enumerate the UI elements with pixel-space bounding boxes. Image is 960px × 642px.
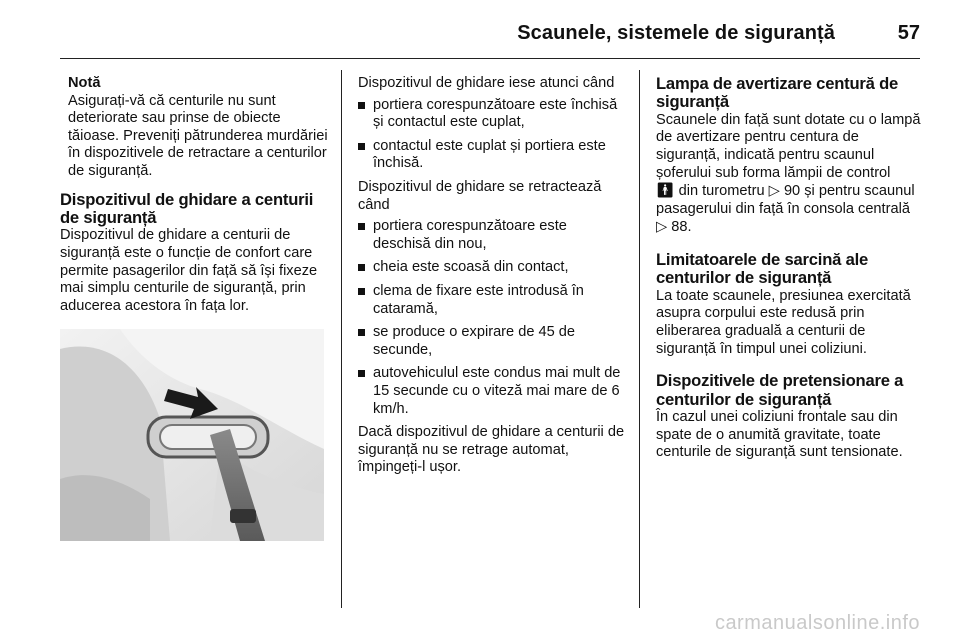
- column-3: [656, 75, 924, 462]
- seatbelt-warning-icon: 🚹︎: [656, 182, 675, 200]
- belt-guide-description: Dispozitivul de ghidare a centurii de siguranță este o funcție de confort care permite pasagerilor din față să își fixeze mai simplu centurile de siguranță, prin aducerea acestora în fața lor.: [60, 227, 318, 314]
- note-text: Asigurați-vă că centurile nu sunt deteriorate sau prinse de obiecte tăioase. Preveniți pătrunderea murdăriei în dispozitivele de retractare a centurilor de siguranță.: [68, 92, 328, 179]
- retract-conditions-list: [358, 218, 628, 418]
- page-reference-link[interactable]: 88.: [671, 219, 692, 236]
- section-heading-belt-guide: Dispozitivul de ghidare a centurii de siguranță: [60, 189, 314, 227]
- page-title: Scaunele, sistemele de siguranță: [517, 22, 835, 44]
- seatbelt-guide-photo: [60, 329, 324, 541]
- page-number: 57: [897, 22, 920, 44]
- header-rule: [60, 58, 920, 59]
- note-label: Notă: [68, 75, 101, 91]
- bullet-square-icon: [358, 223, 365, 230]
- page-reference-arrow-icon: ▷: [656, 218, 668, 236]
- note-box: [68, 75, 330, 181]
- watermark: carmanualsonline.info: [714, 612, 920, 634]
- manual-retract-text: Dacă dispozitivul de ghidare a centurii de siguranță nu se retrage automat, împingeți-l ușor.: [358, 424, 625, 476]
- column-divider: [639, 70, 640, 608]
- list-item: clema de fixare este introdusă în cataramă,: [358, 283, 628, 318]
- bullet-square-icon: [358, 102, 365, 109]
- column-divider: [341, 70, 342, 608]
- page-header: [60, 18, 920, 58]
- extend-intro: Dispozitivul de ghidare iese atunci când: [358, 75, 615, 91]
- pretensioners-description: În cazul unei coliziuni frontale sau din spate de o anumită gravitate, toate centurile de siguranță sunt tensionate.: [656, 408, 903, 461]
- seatbelt-guide-illustration: [60, 329, 324, 541]
- page-reference-link[interactable]: 90: [783, 183, 801, 200]
- extend-conditions-list: [358, 97, 628, 173]
- retract-intro: Dispozitivul de ghidare se retractează când: [358, 178, 602, 213]
- list-item: portiera corespunzătoare este închisă și contactul este cuplat,: [358, 97, 628, 132]
- section-heading-load-limiters: Limitatoarele de sarcină ale centurilor de siguranță: [656, 249, 869, 288]
- warning-lamp-description: Scaunele din față sunt dotate cu o lampă de avertizare pentru centura de siguranță, indicată pentru scaunul șoferului sub forma lămpii de control 🚹︎ din turometru ▷ 90 și pentru scaunul pasagerului din față în consola centrală ▷ 88.: [656, 111, 921, 236]
- list-item: autovehiculul este condus mai mult de 15 secunde cu o viteză mai mare de 6 km/h.: [358, 365, 628, 418]
- page-reference-arrow-icon: ▷: [768, 182, 780, 200]
- bullet-square-icon: [358, 288, 365, 295]
- list-item: contactul este cuplat și portiera este închisă.: [358, 138, 628, 173]
- bullet-square-icon: [358, 329, 365, 336]
- bullet-square-icon: [358, 370, 365, 377]
- section-heading-pretensioners: Dispozitivele de pretensionare a centurilor de siguranță: [656, 371, 904, 409]
- list-item: portiera corespunzătoare este deschisă din nou,: [358, 218, 628, 253]
- bullet-square-icon: [358, 143, 365, 150]
- load-limiters-description: La toate scaunele, presiunea exercitată asupra corpului este redusă prin eliberarea graduală a centurii de siguranță în timpul unei coliziuni.: [656, 287, 911, 357]
- list-item: cheia este scoasă din contact,: [358, 259, 628, 277]
- bullet-square-icon: [358, 264, 365, 271]
- section-heading-warning-lamp: Lampa de avertizare centură de siguranță: [656, 74, 899, 112]
- column-1: [60, 75, 330, 541]
- list-item: se produce o expirare de 45 de secunde,: [358, 324, 628, 359]
- column-2: [358, 75, 628, 477]
